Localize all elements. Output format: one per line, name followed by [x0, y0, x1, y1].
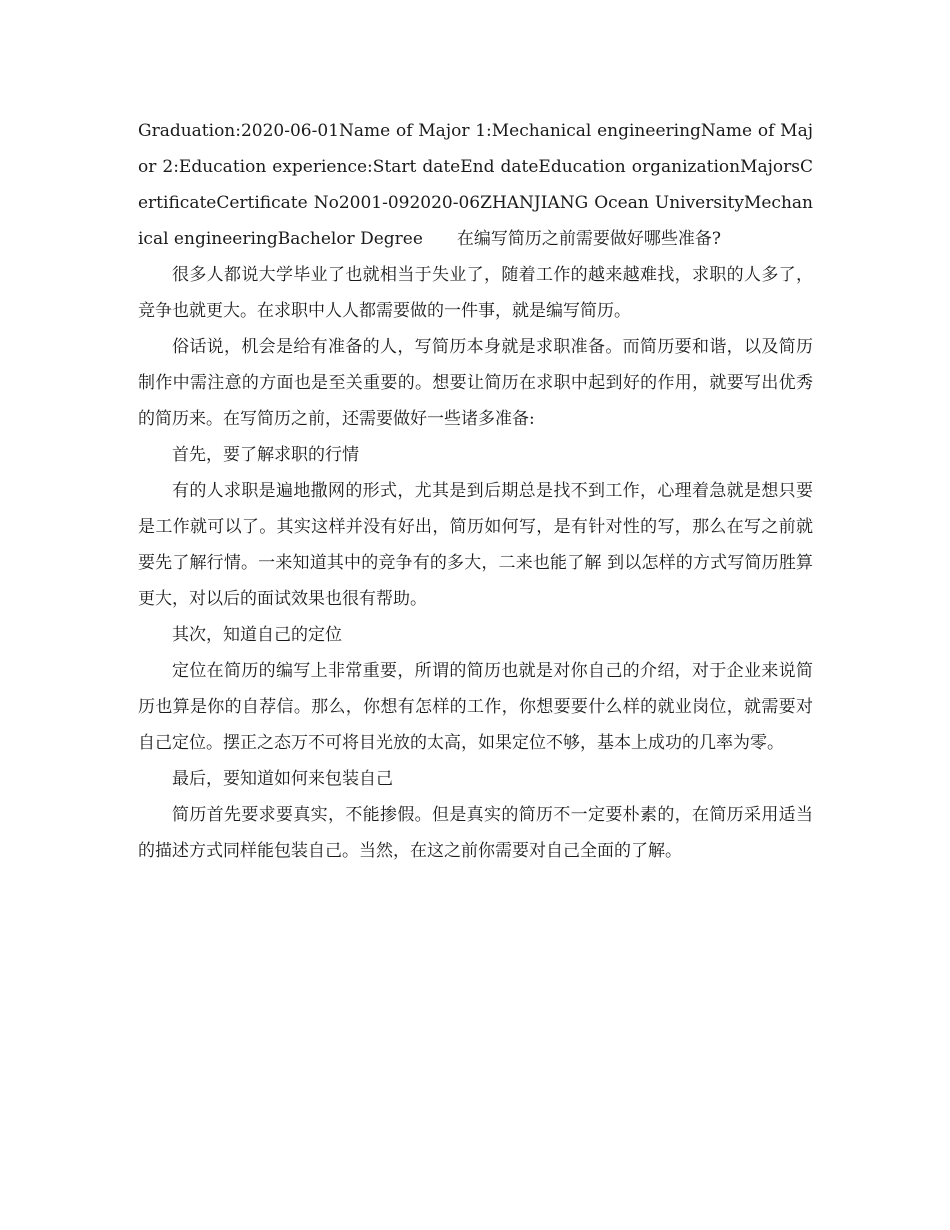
- section-heading-second: 其次，知道自己的定位: [172, 625, 342, 645]
- document-body: [138, 113, 813, 869]
- body-paragraph-4: 定位在简历的编写上非常重要，所谓的简历也就是对你自己的介绍，对于企业来说简历也算是你的自荐信。那么，你想有怎样的工作，你想要要什么样的就业岗位，就需要对自己定位。摆正之态万不可将目光放的太高，如果定位不够，基本上成功的几率为零。: [138, 661, 813, 753]
- body-paragraph-3: 有的人求职是遍地撒网的形式，尤其是到后期总是找不到工作，心理着急就是想只要是工作就可以了。其实这样并没有好出，简历如何写，是有针对性的写，那么在写之前就要先了解行情。一来知道其中的竞争有的多大，二来也能了解 到以怎样的方式写简历胜算更大，对以后的面试效果也很有帮助。: [138, 481, 813, 609]
- section-heading-first: 首先，要了解求职的行情: [172, 445, 359, 465]
- section-heading-last: 最后，要知道如何来包装自己: [172, 769, 393, 789]
- body-paragraph-5: 简历首先要求要真实，不能掺假。但是真实的简历不一定要朴素的，在简历采用适当的描述方式同样能包装自己。当然，在这之前你需要对自己全面的了解。: [138, 805, 813, 861]
- resume-intro-paragraph: Graduation:2020-06-01Name of Major 1:Mechanical engineeringName of Major 2:Education experience:Start dateEnd dateEducation organizationMajorsCertificateCertificate No2001-092020-06ZHANJIANG Ocean UniversityMechanical engineeringBachelor Degree 在编写简历之前需要做好哪些准备?: [138, 121, 813, 249]
- body-paragraph-2: 俗话说，机会是给有准备的人，写简历本身就是求职准备。而简历要和谐，以及简历制作中需注意的方面也是至关重要的。想要让简历在求职中起到好的作用，就要写出优秀的简历来。在写简历之前，还需要做好一些诸多准备:: [138, 337, 813, 429]
- body-paragraph-1: 很多人都说大学毕业了也就相当于失业了，随着工作的越来越难找，求职的人多了，竞争也就更大。在求职中人人都需要做的一件事，就是编写简历。: [138, 265, 813, 321]
